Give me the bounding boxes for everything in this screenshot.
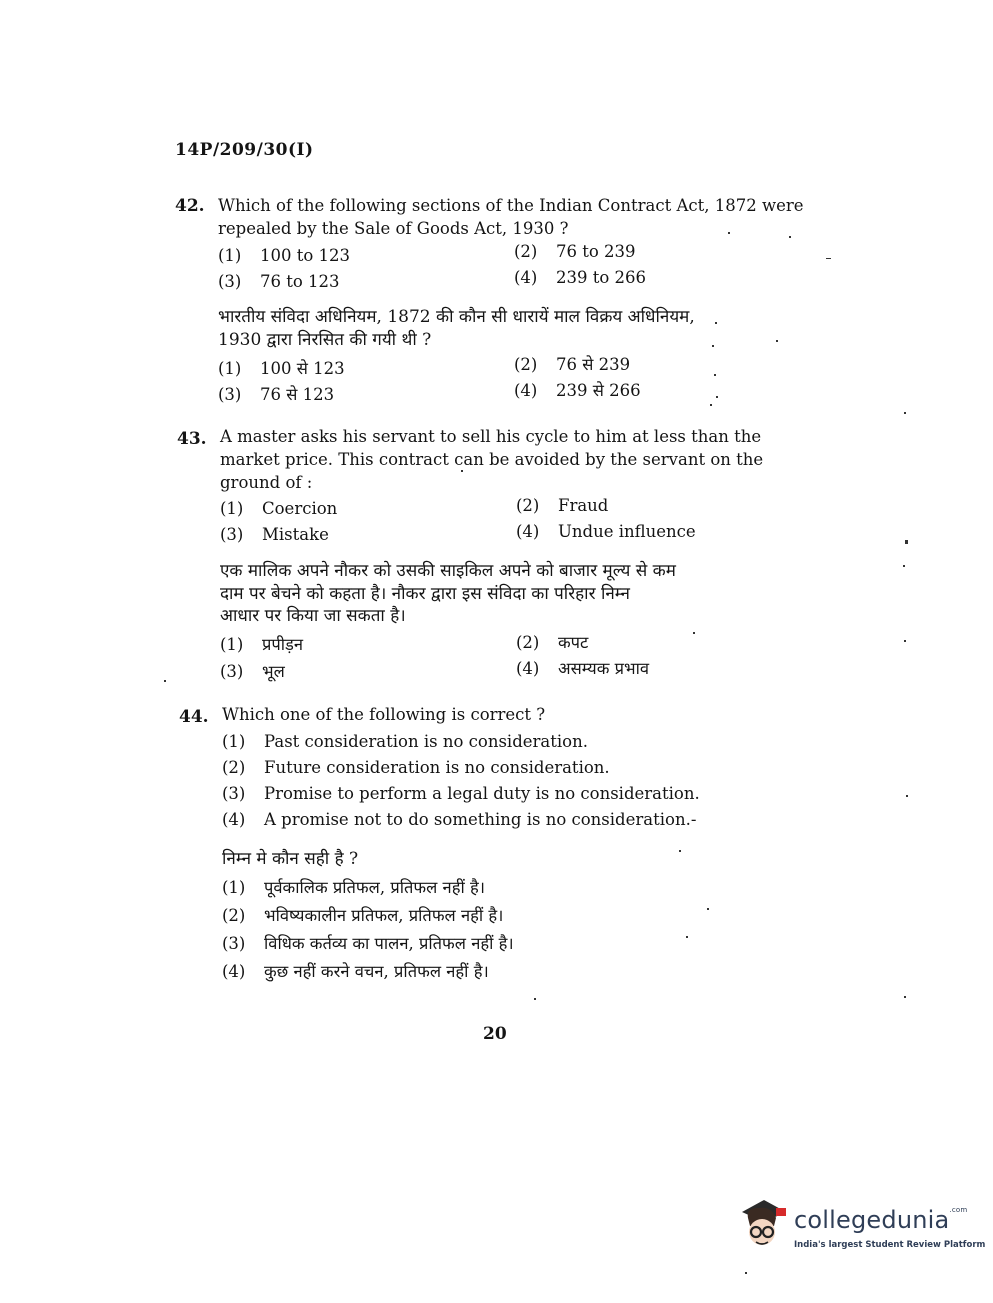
question-text-line: market price. This contract can be avoided by the servant on the xyxy=(220,450,764,469)
scan-speck xyxy=(710,404,712,406)
scan-speck xyxy=(679,850,681,852)
scan-speck xyxy=(686,936,688,938)
option: (3) Mistake xyxy=(220,525,329,544)
page-number: 20 xyxy=(483,1024,507,1044)
option: (2) 76 to 239 xyxy=(514,242,636,261)
scan-speck xyxy=(693,632,695,634)
question-text-line: Which of the following sections of the Indian Contract Act, 1872 were xyxy=(218,196,804,215)
scan-speck xyxy=(728,232,730,234)
question-number: 42. xyxy=(175,196,205,216)
scan-speck xyxy=(715,322,717,324)
scan-speck xyxy=(714,374,716,376)
option: (4) 239 to 266 xyxy=(514,268,647,287)
option: (3) 76 to 123 xyxy=(218,272,340,291)
brand-tagline: India's largest Student Review Platform xyxy=(794,1240,986,1250)
option: (1) Past consideration is no consideration. xyxy=(222,732,588,751)
question-text-hindi-line: दाम पर बेचने को कहता है। नौकर द्वारा इस संविदा का परिहार निम्न xyxy=(220,584,630,604)
option-hindi: (4) 239 से 266 xyxy=(514,381,641,400)
scan-speck xyxy=(164,680,166,682)
question-text-line: ground of : xyxy=(220,473,313,492)
option-hindi: (3) भूल xyxy=(220,662,285,681)
brand-name: collegedunia$^{.com}$ xyxy=(794,1206,968,1234)
question-text-hindi-line: 1930 द्वारा निरसित की गयी थी ? xyxy=(218,330,432,350)
question-text-hindi-line: एक मालिक अपने नौकर को उसकी साइकिल अपने को बाजार मूल्य से कम xyxy=(220,561,676,581)
scan-speck xyxy=(904,640,906,642)
question-text-hindi-line: आधार पर किया जा सकता है। xyxy=(220,606,406,626)
option-hindi: (1) पूर्वकालिक प्रतिफल, प्रतिफल नहीं है। xyxy=(222,878,486,897)
scan-speck xyxy=(534,998,536,1000)
scan-speck xyxy=(745,1272,747,1274)
scan-speck xyxy=(712,345,714,347)
scan-speck xyxy=(707,908,709,910)
mascot-icon xyxy=(738,1196,792,1256)
option-hindi: (3) विधिक कर्तव्य का पालन, प्रतिफल नहीं है। xyxy=(222,934,514,953)
option-hindi: (2) भविष्यकालीन प्रतिफल, प्रतिफल नहीं है। xyxy=(222,906,504,925)
option-hindi: (2) कपट xyxy=(516,633,589,652)
option-hindi: (4) असम्यक प्रभाव xyxy=(516,659,650,678)
question-text-hindi-line: निम्न मे कौन सही है ? xyxy=(222,849,359,869)
option: (4) A promise not to do something is no consideration.- xyxy=(222,810,697,829)
question-number: 43. xyxy=(177,429,207,449)
scan-speck xyxy=(716,396,718,398)
question-number: 44. xyxy=(179,707,209,727)
option-hindi: (3) 76 से 123 xyxy=(218,385,335,404)
question-text-hindi-line: भारतीय संविदा अधिनियम, 1872 की कौन सी धारायें माल विक्रय अधिनियम, xyxy=(218,307,695,327)
question-text-line: repealed by the Sale of Goods Act, 1930 ? xyxy=(218,219,569,238)
scan-speck xyxy=(905,540,908,544)
scan-speck xyxy=(461,470,463,472)
scan-speck xyxy=(776,340,778,342)
option-hindi: (1) 100 से 123 xyxy=(218,359,345,378)
scan-speck xyxy=(904,412,906,414)
option-hindi: (1) प्रपीड़न xyxy=(220,635,304,654)
collegedunia-watermark xyxy=(738,1196,986,1256)
option: (2) Future consideration is no consideration. xyxy=(222,758,610,777)
scan-speck xyxy=(826,258,831,259)
option-hindi: (4) कुछ नहीं करने वचन, प्रतिफल नहीं है। xyxy=(222,962,489,981)
scan-speck xyxy=(904,996,906,998)
option: (1) Coercion xyxy=(220,499,338,518)
option-hindi: (2) 76 से 239 xyxy=(514,355,631,374)
question-text-line: Which one of the following is correct ? xyxy=(222,705,546,724)
option: (3) Promise to perform a legal duty is no consideration. xyxy=(222,784,700,803)
option: (2) Fraud xyxy=(516,496,609,515)
paper-code: 14P/209/30(I) xyxy=(175,140,314,160)
question-text-line: A master asks his servant to sell his cycle to him at less than the xyxy=(220,427,762,446)
scan-speck xyxy=(906,795,908,797)
scan-speck xyxy=(903,565,905,567)
scan-speck xyxy=(789,236,791,238)
option: (1) 100 to 123 xyxy=(218,246,351,265)
option: (4) Undue influence xyxy=(516,522,696,541)
